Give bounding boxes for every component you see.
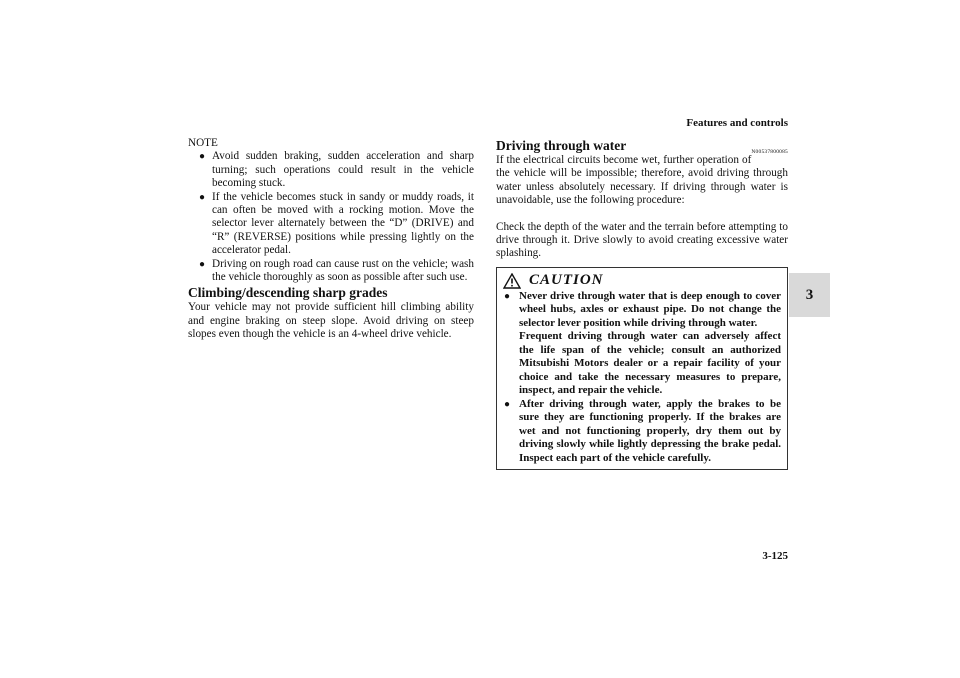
note-item bbox=[188, 150, 474, 190]
climbing-paragraph: Your vehicle may not provide sufficient hill climbing ability and engine braking on steep slope. Avoid driving on steep slopes even though the vehicle is an 4-wheel drive vehicle. bbox=[188, 301, 474, 341]
bullet-icon: ● bbox=[199, 151, 206, 163]
caution-box bbox=[496, 267, 788, 471]
bullet-icon: ● bbox=[199, 191, 206, 203]
note-item-text: Driving on rough road can cause rust on the vehicle; wash the vehicle thoroughly as soon as possible after such use. bbox=[212, 257, 474, 284]
water-heading-row bbox=[496, 138, 788, 154]
section-heading-water: Driving through water bbox=[496, 138, 627, 153]
bullet-icon: ● bbox=[504, 398, 511, 410]
reference-code: N00537800085 bbox=[751, 149, 788, 155]
caution-list bbox=[497, 290, 787, 466]
caution-header bbox=[497, 272, 787, 290]
left-column bbox=[188, 137, 474, 342]
note-item bbox=[188, 191, 474, 258]
caution-item-subtext: Frequent driving through water can adversely affect the life span of the vehicle; consult an authorized Mitsubishi Motors dealer or a repair facility of your choice and take the necessary measures to prepare, inspect, and repair the vehicle. bbox=[519, 330, 781, 397]
caution-title: CAUTION bbox=[529, 272, 604, 289]
caution-item bbox=[497, 398, 787, 466]
note-list bbox=[188, 150, 474, 284]
note-item-text: If the vehicle becomes stuck in sandy or muddy roads, it can often be moved with a rocking motion. Move the selector lever alternately between the “D” (DRIVE) and “R” (REVERSE) positions while pressing lightly on the accelerator pedal. bbox=[212, 190, 474, 257]
chapter-tab bbox=[789, 273, 830, 317]
note-item bbox=[188, 258, 474, 285]
page-number: 3-125 bbox=[762, 550, 788, 562]
note-label: NOTE bbox=[188, 137, 218, 149]
section-heading-climbing: Climbing/descending sharp grades bbox=[188, 285, 388, 301]
bullet-icon: ● bbox=[504, 290, 511, 302]
page-header-title: Features and controls bbox=[686, 117, 788, 129]
warning-triangle-icon bbox=[503, 273, 521, 289]
water-paragraph-1: If the electrical circuits become wet, further operation of the vehicle will be impossible; therefore, avoid driving through water unless absolutely necessary. If driving through water is unavoidable, use the following procedure: bbox=[496, 154, 788, 207]
water-paragraph-2: Check the depth of the water and the terrain before attempting to drive through it. Drive slowly to avoid creating excessive water splashing. bbox=[496, 220, 788, 260]
chapter-number: 3 bbox=[805, 286, 814, 303]
caution-item-text: After driving through water, apply the brakes to be sure they are functioning properly. If the brakes are wet and not functioning properly, dry them out by driving slowly while lightly depressing the brake pedal. Inspect each part of the vehicle carefully. bbox=[519, 397, 781, 464]
bullet-icon: ● bbox=[199, 258, 206, 270]
caution-item-text: Never drive through water that is deep enough to cover wheel hubs, axles or exhaust pipe. Do not change the selector lever position while driving through water. bbox=[519, 289, 781, 329]
note-item-text: Avoid sudden braking, sudden acceleration and sharp turning; such operations could result in the vehicle becoming stuck. bbox=[212, 150, 474, 190]
caution-item bbox=[497, 290, 787, 398]
right-column bbox=[496, 138, 788, 470]
